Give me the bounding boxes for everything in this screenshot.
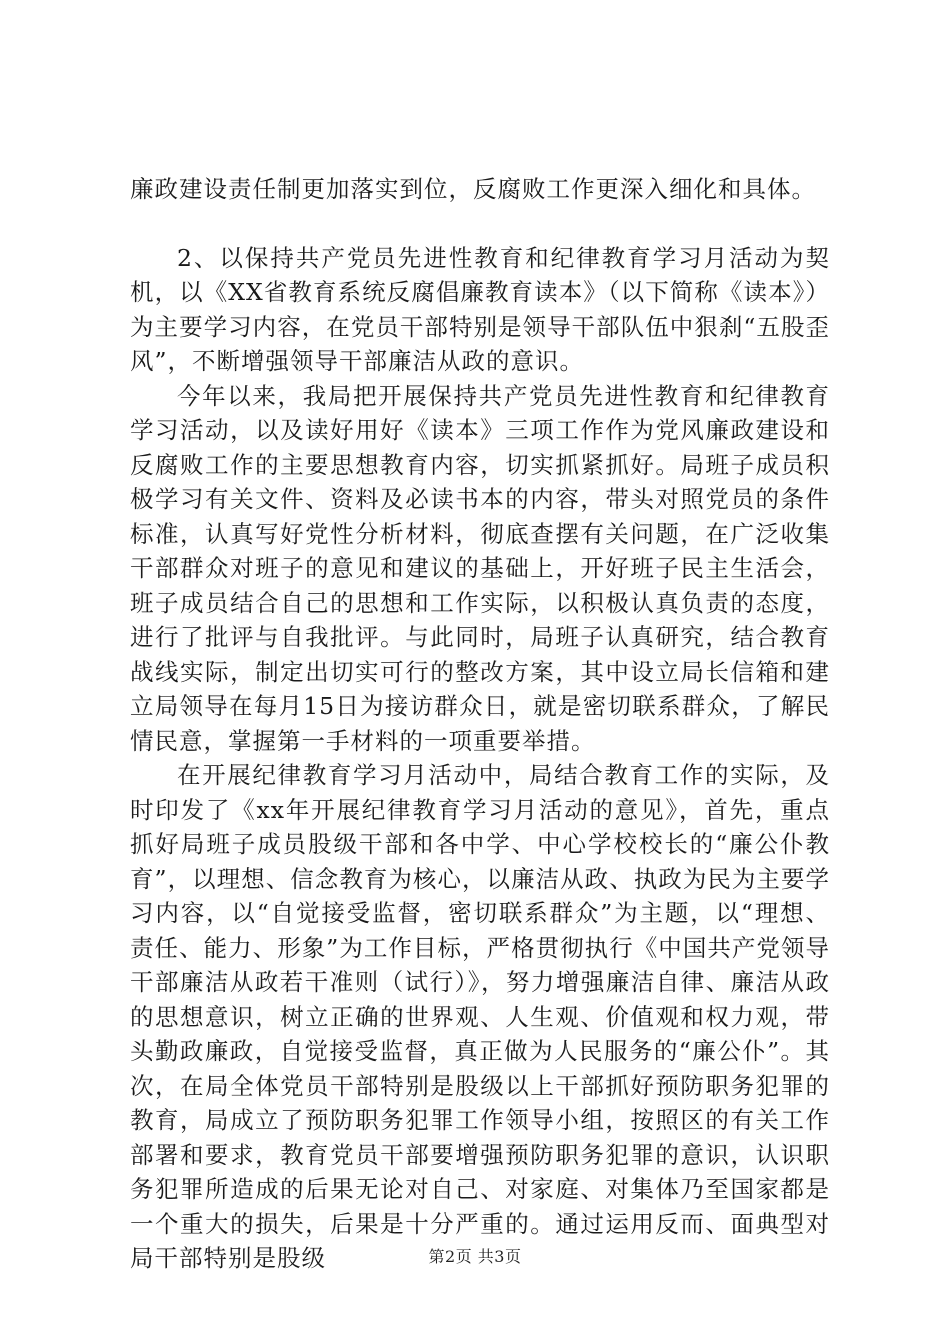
paragraph-spacer xyxy=(130,207,830,241)
page-number-label: 第2页 共3页 xyxy=(428,1247,522,1266)
page-footer xyxy=(0,1244,950,1267)
paragraph-discipline-month: 在开展纪律教育学习月活动中，局结合教育工作的实际，及时印发了《xx年开展纪律教育学习月活动的意见》，首先，重点抓好局班子成员股级干部和各中学、中心学校校长的“廉公仆教育”，以理想、信念教育为核心，以廉洁从政、执政为民为主要学习内容，以“自觉接受监督，密切联系群众”为主题，以“理想、责任、能力、形象”为工作目标，严格贯彻执行《中国共产党领导干部廉洁从政若干准则（试行）》，努力增强廉洁自律、廉洁从政的思想意识，树立正确的世界观、人生观、价值观和权力观，带头勤政廉政，自觉接受监督，真正做为人民服务的“廉公仆”。其次，在局全体党员干部特别是股级以上干部抓好预防职务犯罪的教育，局成立了预防职务犯罪工作领导小组，按照区的有关工作部署和要求，教育党员干部要增强预防职务犯罪的意识，认识职务犯罪所造成的后果无论对自己、对家庭、对集体乃至国家都是一个重大的损失，后果是十分严重的。通过运用反而、面典型对局干部特别是股级 xyxy=(130,761,830,1272)
paragraph-continuation: 廉政建设责任制更加落实到位，反腐败工作更深入细化和具体。 xyxy=(130,175,816,203)
document-body xyxy=(130,172,830,1276)
paragraph-this-year: 今年以来，我局把开展保持共产党员先进性教育和纪律教育学习活动，以及读好用好《读本》三项工作作为党风廉政建设和反腐败工作的主要思想教育内容，切实抓紧抓好。局班子成员积极学习有关文件、资料及必读书本的内容，带头对照党员的条件标准，认真写好党性分析材料，彻底查摆有关问题，在广泛收集干部群众对班子的意见和建议的基础上，开好班子民主生活会，班子成员结合自己的思想和工作实际，以积极认真负责的态度，进行了批评与自我批评。与此同时，局班子认真研究，结合教育战线实际，制定出切实可行的整改方案，其中设立局长信箱和建立局领导在每月15日为接访群众日，就是密切联系群众，了解民情民意，掌握第一手材料的一项重要举措。 xyxy=(130,381,830,755)
paragraph-section-2: 2、以保持共产党员先进性教育和纪律教育学习月活动为契机，以《XX省教育系统反腐倡廉教育读本》（以下简称《读本》）为主要学习内容，在党员干部特别是领导干部队伍中狠刹“五股歪风”，不断增强领导干部廉洁从政的意识。 xyxy=(130,243,830,375)
